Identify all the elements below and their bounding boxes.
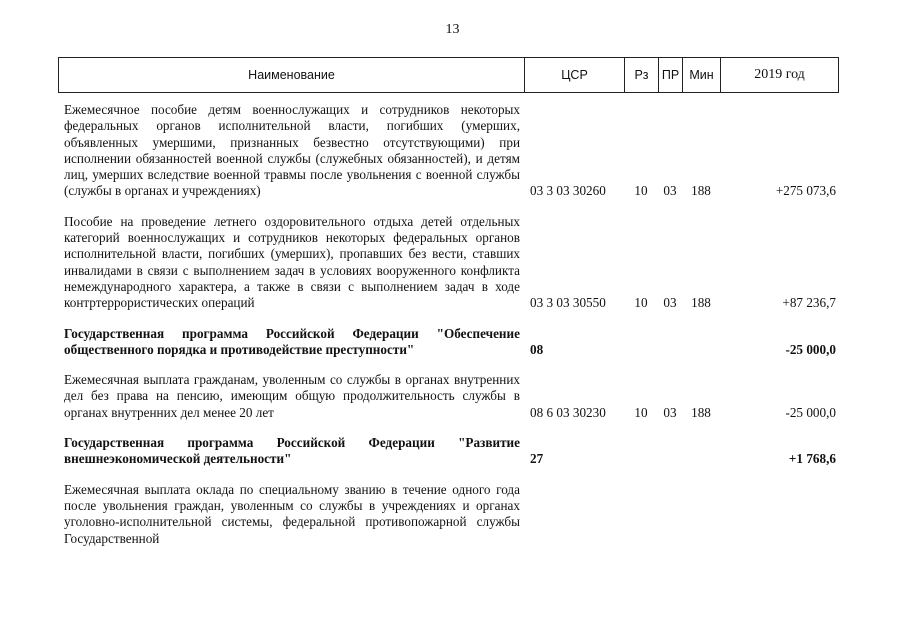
header-min: Мин: [683, 58, 721, 93]
row-name: [58, 212, 524, 324]
row-name: [58, 324, 524, 371]
row-pr: 03: [663, 183, 677, 199]
row-rz: [624, 433, 658, 480]
row-min: [682, 324, 720, 371]
row-value: -25 000,0: [785, 341, 836, 357]
row-pr: [658, 324, 682, 371]
row-csr: 03 3 03 30260: [530, 183, 606, 199]
row-rz: 10: [634, 183, 648, 199]
table-header: [58, 57, 839, 93]
table-row: [58, 100, 838, 212]
row-name-text: Пособие на проведение летнего оздоровительного отдыха детей отдельных категорий военнослужащих и сотрудников некоторых федеральных органов исполнительной власти, погибших (умерших), пропавших без вести, ставших инвалидами в связи с выполнением задач в условиях вооруженного конфликта немеждународного характера, а также в связи с выполнением задач в ходе контртеррористических операций: [64, 213, 520, 311]
row-csr: 08: [530, 341, 544, 357]
row-name-text: Государственная программа Российской Федерации "Развитие внешнеэкономической деятельности": [64, 435, 520, 467]
table-row: [58, 324, 838, 371]
header-rz: Рз: [625, 58, 659, 93]
row-csr: 08 6 03 30230: [530, 404, 606, 420]
row-min: [682, 480, 720, 559]
row-value: -25 000,0: [785, 404, 836, 420]
header-csr: ЦСР: [525, 58, 625, 93]
row-name: [58, 480, 524, 559]
row-pr: 03: [663, 295, 677, 311]
page-number: 13: [445, 22, 460, 37]
row-value: [720, 480, 838, 559]
row-rz: 10: [634, 404, 648, 420]
row-rz: 10: [634, 295, 648, 311]
row-name: [58, 433, 524, 480]
row-name-text: Ежемесячное пособие детям военнослужащих и сотрудников некоторых федеральных органов исполнительной власти, погибших (умерших, объявленных умершими, признанных безвестно отсутствующими) при исполнении обязанностей военной службы (служебных обязанностей), и детям лиц, умерших вследствие военной травмы после увольнения с военной службы (службы в органах и учреждениях): [64, 102, 520, 199]
row-rz: [624, 324, 658, 371]
table-row: [58, 433, 838, 480]
row-min: 188: [691, 183, 711, 199]
row-csr: 27: [530, 451, 544, 467]
row-value: +275 073,6: [775, 183, 836, 199]
row-pr: 03: [663, 404, 677, 420]
row-value: +1 768,6: [788, 451, 836, 467]
row-min: 188: [691, 295, 711, 311]
row-name-text: Государственная программа Российской Федерации "Обеспечение общественного порядка и противодействие преступности": [64, 325, 520, 357]
row-value: +87 236,7: [782, 295, 836, 311]
row-name: [58, 100, 524, 212]
row-min: 188: [691, 404, 711, 420]
row-name: [58, 370, 524, 433]
row-min: [682, 433, 720, 480]
table-row: [58, 480, 838, 559]
table-row: [58, 370, 838, 433]
header-year: 2019 год: [721, 58, 839, 93]
row-rz: [624, 480, 658, 559]
header-name: Наименование: [59, 58, 525, 93]
row-name-text: Ежемесячная выплата гражданам, уволенным со службы в органах внутренних дел без права на пенсию, имеющим общую продолжительность службы в органах внутренних дел менее 20 лет: [64, 372, 520, 420]
row-csr: [524, 480, 624, 559]
row-csr: 03 3 03 30550: [530, 295, 606, 311]
table-row: [58, 212, 838, 324]
row-pr: [658, 433, 682, 480]
budget-table: [58, 100, 838, 559]
row-pr: [658, 480, 682, 559]
header-pr: ПР: [659, 58, 683, 93]
row-name-text: Ежемесячная выплата оклада по специальному званию в течение одного года после увольнения граждан, уволенным со службы в учреждениях и органах уголовно-исполнительной системы, федеральной противопожарной службы Государственной: [64, 481, 520, 546]
